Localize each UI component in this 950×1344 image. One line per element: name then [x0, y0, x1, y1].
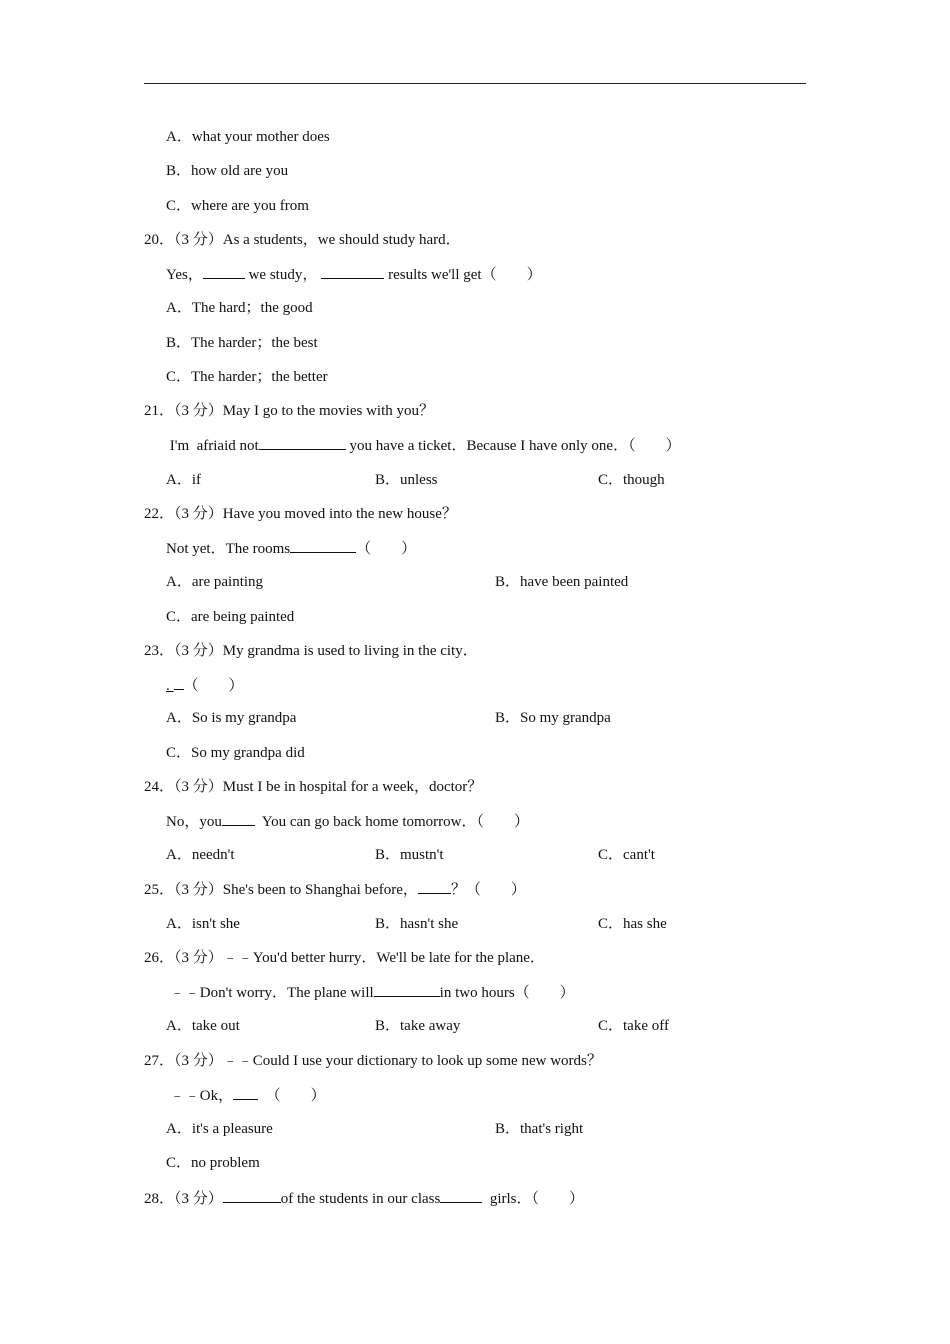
q22-option-c[interactable]: C．are being painted — [166, 609, 295, 625]
q21-prompt-part-1: I'm afriaid not — [166, 438, 259, 454]
answer-blank — [440, 1188, 482, 1203]
q23-prompt-part-2: （ ） — [183, 678, 244, 694]
q19-option-b[interactable]: B．how old are you — [166, 163, 289, 179]
answer-blank — [290, 538, 356, 553]
q25-option-b[interactable]: B．hasn't she — [375, 916, 459, 932]
q26-option-a[interactable]: A．take out — [166, 1018, 240, 1034]
q22-option-a[interactable]: A．are painting — [166, 574, 264, 590]
q27-prompt-part-1: ﹣﹣Ok， — [166, 1088, 234, 1104]
q21-stem: 21．（3 分）May I go to the movies with you？ — [144, 403, 434, 419]
answer-blank — [418, 879, 451, 894]
q25-option-a[interactable]: A．isn't she — [166, 916, 240, 932]
q23-stem: 23．（3 分）My grandma is used to living in the city． — [144, 643, 478, 659]
q24-prompt-part-1: No，you — [166, 814, 222, 830]
q26-option-c[interactable]: C．take off — [598, 1018, 669, 1034]
q28-stem-part-1: 28．（3 分） — [144, 1191, 223, 1207]
q25-stem-part-2: ？（ ） — [450, 882, 526, 898]
q27-stem: 27．（3 分）﹣﹣Could I use your dictionary to look up some new words？ — [144, 1053, 602, 1069]
q22-prompt-part-1: Not yet．The rooms — [166, 541, 291, 557]
q27-prompt — [166, 1085, 326, 1106]
q25-stem-part-1: 25．（3 分）She's been to Shanghai before， — [144, 882, 418, 898]
answer-blank — [233, 1085, 258, 1100]
q27-prompt-part-2: （ ） — [258, 1088, 326, 1104]
q28-stem-part-2: of the students in our class — [280, 1191, 441, 1207]
q21-prompt — [166, 435, 681, 456]
q21-option-c[interactable]: C．though — [598, 472, 665, 488]
q20-prompt — [166, 264, 542, 285]
q20-prompt-part-1: Yes， — [166, 267, 203, 283]
q24-prompt-part-2: You can go back home tomorrow．（ ） — [254, 814, 529, 830]
answer-blank — [203, 264, 245, 279]
q23-prompt — [166, 675, 244, 696]
answer-blank — [223, 1188, 281, 1203]
answer-blank — [174, 675, 184, 690]
q26-option-b[interactable]: B．take away — [375, 1018, 461, 1034]
q22-stem: 22．（3 分）Have you moved into the new house？ — [144, 506, 457, 522]
answer-blank — [374, 982, 440, 997]
q20-option-b[interactable]: B．The harder；the best — [166, 335, 318, 351]
q19-option-c[interactable]: C．where are you from — [166, 198, 309, 214]
q19-option-a[interactable]: A．what your mother does — [166, 129, 330, 145]
q23-prompt-part-1: . — [166, 678, 174, 694]
q27-option-c[interactable]: C．no problem — [166, 1155, 260, 1171]
q21-prompt-part-2: you have a ticket．Because I have only one．（ ） — [345, 438, 681, 454]
q21-option-a[interactable]: A．if — [166, 472, 201, 488]
q25-option-c[interactable]: C．has she — [598, 916, 667, 932]
q22-prompt-part-2: （ ） — [356, 541, 417, 557]
q26-prompt — [166, 982, 575, 1003]
q20-stem: 20．（3 分）As a students，we should study hard． — [144, 232, 461, 248]
q21-option-b[interactable]: B．unless — [375, 472, 438, 488]
q22-prompt — [166, 538, 416, 559]
answer-blank — [259, 435, 346, 450]
q22-option-b[interactable]: B．have been painted — [495, 574, 629, 590]
q20-prompt-part-2: we study， — [244, 267, 318, 283]
q24-option-c[interactable]: C．cant't — [598, 847, 655, 863]
q26-prompt-part-1: ﹣﹣Don't worry．The plane will — [166, 985, 374, 1001]
q20-option-a[interactable]: A．The hard；the good — [166, 300, 313, 316]
q28-stem-part-3: girls．（ ） — [482, 1191, 584, 1207]
q20-option-c[interactable]: C．The harder；the better — [166, 369, 328, 385]
answer-blank — [222, 811, 255, 826]
answer-blank — [321, 264, 384, 279]
q25-stem — [144, 879, 526, 900]
header-rule — [144, 83, 806, 84]
q24-option-a[interactable]: A．needn't — [166, 847, 235, 863]
q28-stem — [144, 1188, 584, 1209]
q23-option-b[interactable]: B．So my grandpa — [495, 710, 611, 726]
q24-option-b[interactable]: B．mustn't — [375, 847, 444, 863]
q26-stem: 26．（3 分）﹣﹣You'd better hurry．We'll be late for the plane． — [144, 950, 545, 966]
q20-prompt-part-3: results we'll get（ ） — [384, 267, 542, 283]
q26-prompt-part-2: in two hours（ ） — [439, 985, 575, 1001]
q27-option-a[interactable]: A．it's a pleasure — [166, 1121, 273, 1137]
q27-option-b[interactable]: B．that's right — [495, 1121, 584, 1137]
q24-stem: 24．（3 分）Must I be in hospital for a week，doctor？ — [144, 779, 483, 795]
q23-option-a[interactable]: A．So is my grandpa — [166, 710, 297, 726]
q23-option-c[interactable]: C．So my grandpa did — [166, 745, 305, 761]
q24-prompt — [166, 811, 529, 832]
